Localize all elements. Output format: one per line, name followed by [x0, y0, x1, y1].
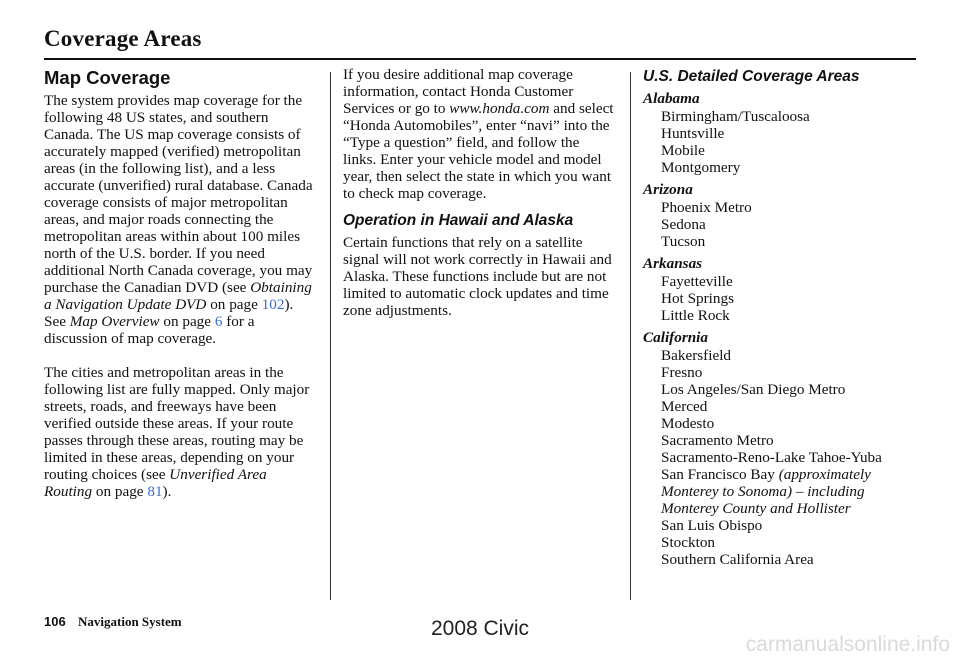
page-title: Coverage Areas: [44, 26, 202, 51]
city-note: (approximately Monterey to Sonoma) – including Monterey County and Hollister: [661, 466, 871, 517]
watermark-model: 2008 Civic: [430, 617, 530, 640]
column-detailed-areas: [643, 66, 918, 568]
mapped-areas-paragraph: [44, 364, 316, 500]
paragraph-text: The system provides map coverage for the following 48 US states, and southern Canada. The US map coverage consists of accurately mapped (verified) metropolitan areas (in the following list), and a less accurate (unverified) rural database. Canada coverage consists of major metropolitan areas, and major roads connecting the metropolitan areas within about 100 miles north of the U.S. border. If you need additional North Canada coverage, you may purchase the Canadian DVD (see: [44, 92, 313, 296]
list-item: Fresno: [661, 364, 703, 381]
hawaii-alaska-heading: Operation in Hawaii and Alaska: [343, 212, 574, 229]
paragraph-text: The cities and metropolitan areas in the following list are fully mapped. Only major streets, roads, and freeways have been verified outside these areas. If your route passes through these areas, routing may be limited in these areas, depending on your routing choices (see: [44, 364, 310, 483]
list-item: Sacramento Metro: [661, 432, 774, 449]
list-item: Montgomery: [661, 159, 741, 176]
map-coverage-heading: Map Coverage: [44, 67, 171, 88]
city-list-arizona: [643, 199, 918, 250]
list-item: Sedona: [661, 216, 706, 233]
list-item: San Luis Obispo: [661, 517, 763, 534]
paragraph-text: on page: [92, 483, 148, 500]
state-arizona: Arizona: [643, 181, 693, 198]
city-list-alabama: [643, 108, 918, 176]
city-list-arkansas: [643, 273, 918, 324]
list-item: Hot Springs: [661, 290, 734, 307]
detailed-areas-heading: U.S. Detailed Coverage Areas: [643, 68, 860, 85]
column-divider: [330, 72, 331, 600]
paragraph-text: and select “Honda Automobiles”, enter “navi” into the “Type a question” field, and follow the links. Enter your vehicle model and model year, then select the state in which you want to check map coverage.: [343, 100, 614, 202]
list-item: Sacramento-Reno-Lake Tahoe-Yuba: [661, 449, 882, 466]
list-item: Mobile: [661, 142, 705, 159]
page-link-102[interactable]: 102: [261, 296, 285, 313]
page-number: 106: [44, 614, 66, 629]
column-divider: [630, 72, 631, 600]
additional-coverage-paragraph: [343, 66, 615, 202]
paragraph-text: on page: [159, 313, 215, 330]
list-item: Merced: [661, 398, 708, 415]
paragraph-text: for a discussion of map coverage.: [44, 313, 255, 347]
city-san-francisco-bay: San Francisco Bay: [661, 466, 779, 483]
list-item: [661, 466, 918, 517]
watermark-site: carmanualsonline.info: [745, 633, 950, 656]
list-item: Stockton: [661, 534, 716, 551]
list-item: Tucson: [661, 233, 706, 250]
paragraph-text: ). See: [44, 296, 294, 330]
list-item: Little Rock: [661, 307, 730, 324]
footer-label: Navigation System: [78, 614, 182, 629]
list-item: Huntsville: [661, 125, 725, 142]
paragraph-text: If you desire additional map coverage information, contact Honda Customer Services or go to: [343, 66, 574, 117]
page-link-81[interactable]: 81: [147, 483, 163, 500]
state-california: California: [643, 329, 708, 346]
list-item: Birmingham/Tuscaloosa: [661, 108, 810, 125]
list-item: Southern California Area: [661, 551, 814, 568]
list-item: Fayetteville: [661, 273, 733, 290]
list-item: Bakersfield: [661, 347, 732, 364]
title-rule: [44, 58, 916, 60]
xref-unverified-area-routing: Unverified Area Routing: [44, 466, 267, 500]
list-item: Phoenix Metro: [661, 199, 752, 216]
column-additional-info: [343, 66, 615, 319]
page-link-6[interactable]: 6: [214, 313, 223, 330]
hawaii-alaska-paragraph: Certain functions that rely on a satellite signal will not work correctly in Hawaii and Alaska. These functions include but are not limited to automatic clock updates and time zone adjustments.: [343, 234, 612, 319]
paragraph-text: on page: [206, 296, 262, 313]
map-coverage-paragraph: [44, 92, 316, 347]
city-list-california: [643, 347, 918, 568]
list-item: Los Angeles/San Diego Metro: [661, 381, 846, 398]
state-alabama: Alabama: [643, 90, 700, 107]
xref-map-overview: Map Overview: [69, 313, 160, 330]
xref-obtaining-update-dvd: Obtaining a Navigation Update DVD: [44, 279, 312, 313]
paragraph-text: ).: [162, 483, 172, 500]
honda-url: www.honda.com: [449, 100, 550, 117]
column-map-coverage: [44, 66, 316, 500]
list-item: Modesto: [661, 415, 715, 432]
state-arkansas: Arkansas: [643, 255, 703, 272]
